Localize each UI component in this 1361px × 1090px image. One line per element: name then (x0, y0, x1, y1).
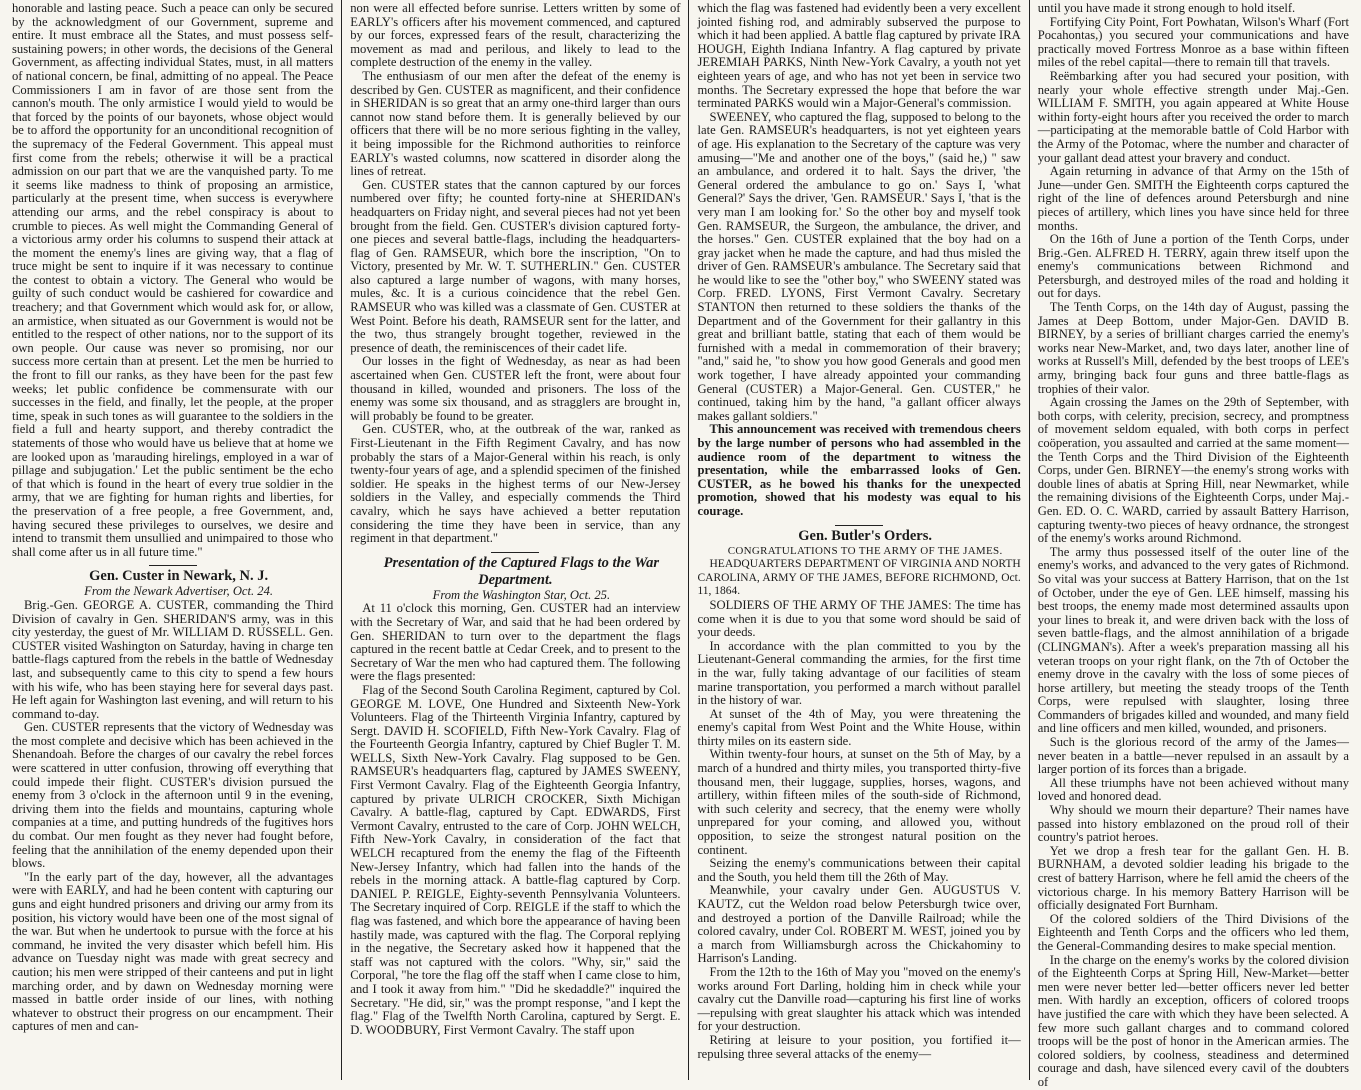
divider (149, 565, 197, 566)
paragraph: Gen. CUSTER states that the cannon captured by our forces numbered over fifty; he counted forty-nine at SHERIDAN's headquarters on Friday night, and several pieces had not yet been brought from the field. Gen. CUSTER's division captured forty-one pieces and several battle-flags, including the headquarters-flag of Gen. RAMSEUR, which bore the inscription, "On to Victory, presented by Mr. W. T. SUTHERLIN." Gen. CUSTER also captured a large number of wagons, with many horses, mules, &c. It is a curious coincidence that the rebel Gen. RAMSEUR who was killed was a classmate of Gen. CUSTER at West Point. Before his death, RAMSEUR sent for the latter, and the two, thus strangely brought together, reviewed in the presence of death, the reminiscences of their cadet life. (350, 177, 681, 355)
paragraph: honorable and lasting peace. Such a peace can only be secured by the acknowledgment of our Government, supreme and entire. It must embrace all the States, and must possess self-sustaining powers; in other words, the decisions of the General Government, as affecting individual States, must, in all matters of national concern, be final, admitting of no appeal. The Peace Commissioners I am in favor of are those sent from the cannon's mouth. The only armistice I would yield to would be that forced by the points of our bayonets, whose object would be to afford the opportunity for an unconditional recognition of the supremacy of the Federal Government. This appeal must first come from the rebels; otherwise it will be a practical admission on our part that we are the vanquished party. To me it seems like madness to think of proposing an armistice, particularly at the present time, when success is everywhere attending our arms, and the rebel conspiracy is about to crumble to pieces. As well might the Commanding General of a victorious army order his columns to suspend their attack at the moment the enemy's lines are giving way, that a flag of truce might be sent to inquire if it was necessary to continue the contest to obtain a victory. The General who would be guilty of such conduct would be cashiered for cowardice and treachery; and that Government which would ask for, or allow, an armistice, when situated as our Government is would not be entitled to the respect of other nations, nor to the support of its own people. Our cause was never so promising, nor our success more certain than at present. Let the men be hurried to the front to fill our ranks, as they have been for the past few weeks; let public confidence be commensurate with our successes in the field, and finally, let the people, at the proper time, speak in such tones as will guarantee to the soldiers in the field a full and hearty support, and thereby contradict the statements of those who would have us believe that at home we are looked upon as 'marauding hirelings, employed in a war of pillage and subjugation.' Let the public sentiment be the echo of that which is found in the heart of every true soldier in the army, that we are fighting for human rights and liberties, for the preservation of a free people, a free Government, and, having secured these privileges to ourselves, we desire and intend to transmit them unsullied and unimpaired to those who shall come after us in all future time." (12, 1, 334, 559)
paragraph: Seizing the enemy's communications between their capital and the South, you held them till the 26th of May. (697, 856, 1021, 884)
paragraph: The enthusiasm of our men after the defeat of the enemy is described by Gen. CUSTER as magnificent, and their confidence in SHERIDAN is so great that an army one-third larger than ours cannot now stand before them. It is generally believed by our officers that there will be no more serious fighting in the valley, it being impossible for the Richmond authorities to reinforce EARLY's wasted columns, now scattered in disorder along the lines of retreat. (350, 68, 681, 179)
column-2 (342, 0, 688, 1080)
paragraph: Reëmbarking after you had secured your position, with nearly your whole effective strength under Maj.-Gen. WILLIAM F. SMITH, you again appeared at White House within forty-eight hours after you received the order to march—participating at the memorable battle of Cold Harbor with the Army of the Potomac, where the number and character of your gallant dead attest your bravery and conduct. (1037, 68, 1350, 165)
paragraph: The army thus possessed itself of the outer line of the enemy's works, and advanced to the very gates of Richmond. So vital was your success at Battery Harrison, that on the 1st of October, under the eye of Gen. LEE himself, massing his best troops, the enemy made most determined assaults upon your lines to break it, and were driven back with the loss of seven battle-flags, and the almost annihilation of a brigade (CLINGMAN's). After a week's preparation massing all his veteran troops on your right flank, on the 7th of October the enemy drove in the cavalry with the loss of some pieces of horse artillery, but meeting the steady troops of the Tenth Corps, were repulsed with slaughter, losing three Commanders of brigades killed and wounded, and many field and line officers and men killed, wounded, and prisoners. (1037, 544, 1350, 736)
article-headline: Gen. Custer in Newark, N. J. (89, 568, 269, 585)
paragraph: which the flag was fastened had evidently been a very excellent jointed fishing rod, and admirably subserved the purpose to which it had been applied. A battle flag captured by private IRA HOUGH, Eighth Indiana Infantry. A flag captured by private JEREMIAH PARKS, Ninth New-York Cavalry, a youth not yet eighteen years of age, and who has not yet been in service two months. The Secretary expressed the hope that before the war terminated PARKS would win a Major-General's commission. (697, 1, 1021, 111)
article-headline: Presentation of the Captured Flags to the War Department. (383, 554, 660, 588)
divider (491, 552, 539, 553)
article-subhead: CONGRATULATIONS TO THE ARMY OF THE JAMES. (727, 544, 1003, 557)
article-source: From the Newark Advertiser, Oct. 24. (84, 584, 274, 599)
paragraph: All these triumphs have not been achieved without many loved and honored dead. (1037, 775, 1350, 804)
paragraph: On the 16th of June a portion of the Tenth Corps, under Brig.-Gen. ALFRED H. TERRY, again threw itself upon the enemy's communications between Richmond and Petersburgh, and destroyed miles of the road and holding it out for days. (1037, 232, 1350, 301)
paragraph: non were all effected before sunrise. Letters written by some of EARLY's officers after his movement commenced, and captured by our forces, expressed fears of the result, characterizing the movement as mad and perilous, and likely to lead to the complete destruction of the enemy in the valley. (350, 1, 681, 70)
paragraph: Flag of the Second South Carolina Regiment, captured by Col. GEORGE M. LOVE, One Hundred and Sixteenth New-York Volunteers. Flag of the Thirteenth Virginia Infantry, captured by Sergt. DAVID H. SCOFIELD, Fifth New-York Cavalry. Flag of the Fourteenth Georgia Infantry, captured by Chief Bugler T. M. WELLS, Sixth New-York Cavalry. Flag supposed to be Gen. RAMSEUR's headquarters flag, captured by JAMES SWEENY, First Vermont Cavalry. Flag of the Eighteenth Georgia Infantry, captured by private ULRICH CROCKER, Sixth Michigan Cavalry. A battle-flag, captured by Capt. EDWARDS, First Vermont Cavalry, entrusted to the care of Corp. JOHN WELCH, Fifth New-York Cavalry, in consideration of the fact that WELCH recaptured from the enemy the flag of the Fifteenth New-Jersey Infantry, which had fallen into the hands of the rebels in the morning attack. A battle-flag captured by Corp. DANIEL P. REIGLE, Eighty-seventh Pennsylvania Volunteers. The Secretary inquired of Corp. REIGLE if the staff to which the flag was fastened, and which bore the appearance of having been hastily made, was captured with the flag. The Corporal replying in the negative, the Secretary asked how it happened that the staff was not captured with the colors. "Why, sir," said the Corporal, "he tore the flag off the staff when I came close to him, and I took it away from him." "Did he skedaddle?" inquired the Secretary. "He did, sir," was the prompt response, "and I kept the flag." Flag of the Twelfth North Carolina, captured by Sergt. E. D. WOODBURY, First Vermont Cavalry. The staff upon (350, 682, 681, 1037)
paragraph: Retiring at leisure to your position, you fortified it—repulsing three several attacks of the enemy— (697, 1032, 1021, 1061)
paragraph: Meanwhile, your cavalry under Gen. AUGUSTUS V. KAUTZ, cut the Weldon road below Petersburgh twice over, and destroyed a portion of the Danville Railroad; while the colored cavalry, under Col. ROBERT M. WEST, joined you by a march from Williamsburgh across the Chickahominy to Harrison's Landing. (697, 883, 1021, 966)
paragraph: "In the early part of the day, however, all the advantages were with EARLY, and had he been content with capturing our guns and eight hundred prisoners and driving our army from its position, his victory would have been one of the most signal of the war. But when he undertook to pursue with the force at his command, he invited the very disaster which befell him. His advance on Tuesday night was made with great secrecy and caution; his men were stripped of their canteens and put in light marching order, and by dawn on Wednesday morning were massed in battle order inside of our lines, with nothing whatever to obstruct their progress on our encampment. Their captures of men and can- (12, 869, 334, 1034)
paragraph: This announcement was received with tremendous cheers by the large number of persons who had assembled in the audience room of the department to witness the presentation, while the embarrassed looks of Gen. CUSTER, as he bowed his thanks for the unexpected promotion, showed that his modesty was equal to his courage. (697, 422, 1021, 518)
paragraph: Again returning in advance of that Army on the 15th of June—under Gen. SMITH the Eighteenth corps captured the right of the line of defences around Petersburgh and nine pieces of artillery, which lines you have since held for three months. (1037, 164, 1350, 233)
paragraph: Gen. CUSTER, who, at the outbreak of the war, ranked as First-Lieutenant in the Fifth Regiment Cavalry, and has now probably the stars of a Major-General within his reach, is only twenty-four years of age, and a splendid specimen of the finished soldier. He speaks in the highest terms of our New-Jersey soldiers in the Valley, and especially commends the Third cavalry, which he says have achieved a better reputation considering the time they have been in service, than any regiment in that department." (350, 422, 681, 546)
paragraph: Of the colored soldiers of the Third Divisions of the Eighteenth and Tenth Corps and the officers who led them, the General-Commanding desires to make special mention. (1037, 911, 1350, 953)
paragraph: In the charge on the enemy's works by the colored division of the Eighteenth Corps at Spring Hill, New-Market—better men were never better led—better officers never led better men. With hardly an exception, officers of colored troops have justified the care with which they have been selected. A few more such gallant charges and to command colored troops will be the post of honor in the American armies. The colored soldiers, by coolness, steadiness and determined courage and dash, have silenced every cavil of the doubters of (1037, 952, 1350, 1089)
column-4 (1030, 0, 1357, 1089)
paragraph: At sunset of the 4th of May, you were threatening the enemy's capital from West Point and the White House, within thirty miles on its eastern side. (697, 706, 1021, 748)
paragraph: At 11 o'clock this morning, Gen. CUSTER had an interview with the Secretary of War, and said that he had been ordered by Gen. SHERIDAN to turn over to the department the flags captured in the recent battle at Cedar Creek, and to present to the Secretary of War the men who had captured them. The following were the flags presented: (350, 601, 681, 684)
paragraph: Yet we drop a fresh tear for the gallant Gen. H. B. BURNHAM, a devoted soldier leading his brigade to the crest of battery Harrison, where he fell amid the cheers of the victorious charge. In his memory Battery Harrison will be officially designated Fort Burnham. (1037, 843, 1350, 913)
paragraph: Fortifying City Point, Fort Powhatan, Wilson's Wharf (Fort Pocahontas,) you secured your communications and have practically moved Fortress Monroe as a base within fifteen miles of the rebel capital—there to remain till that travels. (1037, 14, 1350, 70)
article-dateline: HEADQUARTERS DEPARTMENT OF VIRGINIA AND NORTH CAROLINA, ARMY OF THE JAMES, BEFORE RICHMOND, Oct. 11, 1864. (697, 558, 1021, 598)
paragraph: Why should we mourn their departure? Their names have passed into history emblazoned on the proud roll of their country's patriot heroes. (1037, 803, 1350, 845)
paragraph: Such is the glorious record of the army of the James—never beaten in a battle—never repulsed in an assault by a larger portion of its forces than a brigade. (1037, 735, 1350, 777)
paragraph: Again crossing the James on the 29th of September, with both corps, with celerity, precision, secrecy, and promptness of movement seldom equaled, with both corps in perfect coöperation, you assaulted and carried at the same moment—the Tenth Corps and the Third Division of the Eighteenth Corps, under Gen. BIRNEY—the enemy's strong works with double lines of abatis at Spring Hill, near Newmarket, while the remaining divisions of the Eighteenth Corps, under Maj.-Gen. ED. O. C. WARD, carried by assault Battery Harrison, capturing twenty-two pieces of heavy ordnance, the strongest of the enemy's works around Richmond. (1037, 395, 1350, 546)
divider (835, 525, 883, 526)
paragraph: Our losses in the fight of Wednesday, as near as had been ascertained when Gen. CUSTER left the front, were about four thousand in killed, wounded and prisoners. The loss of the enemy was some six thousand, and as stragglers are brought in, will probably be found to be greater. (350, 354, 681, 423)
column-3 (689, 0, 1028, 1080)
paragraph: Brig.-Gen. GEORGE A. CUSTER, commanding the Third Division of cavalry in Gen. SHERIDAN'S army, was in this city yesterday, the guest of Mr. WILLIAM D. RUSSELL. Gen. CUSTER visited Washington on Saturday, having in charge ten battle-flags captured from the rebels in the battle of Wednesday last, and subsequently came to this city to spend a few hours with his wife, who has been staying here for several days past. He left again for Washington last evening, and will return to his command to-day. (12, 597, 334, 721)
paragraph: until you have made it strong enough to hold itself. (1037, 1, 1296, 15)
article-headline: Gen. Butler's Orders. (798, 527, 932, 544)
paragraph: Within twenty-four hours, at sunset on the 5th of May, by a march of a hundred and thirty miles, you transported thirty-five thousand men, their luggage, supplies, horses, wagons, and artillery, within fifteen miles of the south-side of Richmond, with such celerity and secrecy, that the enemy were wholly unprepared for your coming, and allowed you, without opposition, to seize the strongest natural position on the continent. (697, 747, 1021, 857)
paragraph: In accordance with the plan committed to you by the Lieutenant-General commanding the armies, for the first time in the war, fully taking advantage of our facilities of steam marine transportation, you performed a march without parallel in the history of war. (697, 638, 1021, 708)
paragraph: SOLDIERS OF THE ARMY OF THE JAMES: The time has come when it is due to you that some word should be said of your deeds. (697, 597, 1021, 640)
paragraph: From the 12th to the 16th of May you "moved on the enemy's works around Fort Darling, holding him in check while your cavalry cut the Danville road—capturing his first line of works—repulsing with great slaughter his attack which was intended for your destruction. (697, 964, 1021, 1034)
paragraph: The Tenth Corps, on the 14th day of August, passing the James at Deep Bottom, under Major-Gen. DAVID B. BIRNEY, by a series of brilliant charges carried the enemy's works near New-Market, and, two days later, another line of works at Russell's Mill, defended by the best troops of LEE's army, bringing back four guns and three battle-flags as trophies of their valor. (1037, 300, 1350, 396)
article-source: From the Washington Star, Oct. 25. (432, 587, 611, 602)
paragraph: SWEENEY, who captured the flag, supposed to belong to the late Gen. RAMSEUR's headquarters, is not yet eighteen years of age. His explanation to the Secretary of the capture was very amusing—"Me and another one of the boys," (said he,) " saw an ambulance, and ordered it to halt. Says the driver, 'the General ordered the ambulance to go on.' Says I, 'what General?' Says the driver, 'Gen. RAMSEUR.' Says I, 'that is the very man I am looking for.' So the other boy and myself took Gen. RAMSEUR, the Surgeon, the ambulance, the driver, and the horses." Gen. CUSTER explained that the boy had on a gray jacket when he made the capture, and had thus misled the driver of Gen. RAMSEUR's ambulance. The Secretary said that he would like to see the "other boy," who SWEENY stated was Corp. FRED. LYONS, First Vermont Cavalry. Secretary STANTON then returned to these soldiers the thanks of the Department and of the Government for their gallantry in this great and brilliant battle, stating that each of them would be furnished with a medal in commemoration of their bravery; "and," said he, "to show you how good Generals and good men work together, I have already appointed your commanding General (CUSTER) a Major-General. Gen. CUSTER," he continued, taking him by the hand, "a gallant officer always makes gallant soldiers." (697, 109, 1021, 423)
paragraph: Gen. CUSTER represents that the victory of Wednesday was the most complete and decisive which has been achieved in the Shenandoah. Before the charges of our cavalry the rebel forces were scattered in utter confusion, throwing off everything that could impede their flight. CUSTER's division pursued the enemy from 3 o'clock in the afternoon until 9 in the evening, driving them into the fields and mountains, capturing whole companies at a time, and putting hundreds of the fugitives hors du combat. Our men fought as they never had fought before, feeling that the annihilation of the enemy depended upon their blows. (12, 720, 334, 871)
column-1 (4, 0, 341, 1080)
